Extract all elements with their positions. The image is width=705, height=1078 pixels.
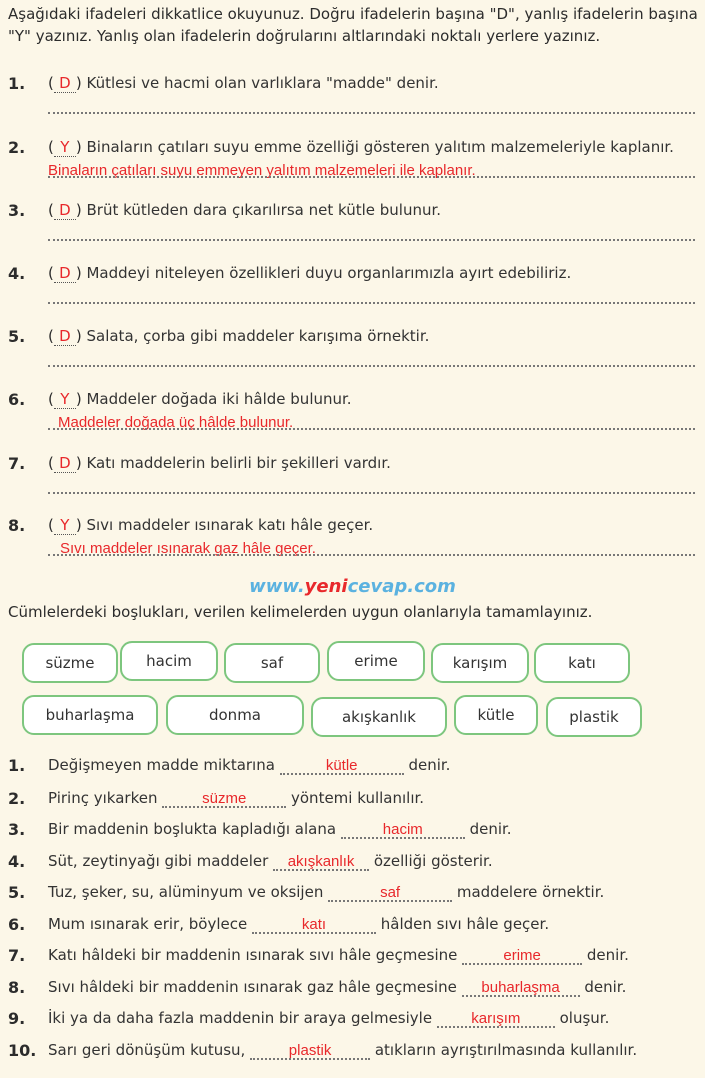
word-box: donma	[166, 695, 304, 735]
statement: Binaların çatıları suyu emme özelliği gösteren yalıtım malzemeleriyle kaplanır.	[86, 138, 674, 156]
question-number: 8.	[8, 978, 26, 997]
correction-text: Sıvı maddeler ısınarak gaz hâle geçer.	[60, 540, 316, 557]
statement: Kütlesi ve hacmi olan varlıklara "madde" denir.	[86, 74, 439, 92]
question-line: ( D ) Katı maddelerin belirli bir şekilleri vardır.	[48, 454, 391, 472]
dotted-line[interactable]	[48, 302, 695, 304]
statement: Katı maddelerin belirli bir şekilleri vardır.	[86, 454, 391, 472]
statement: Maddeler doğada iki hâlde bulunur.	[86, 390, 352, 408]
fill-question	[0, 785, 705, 815]
fill-question	[0, 911, 705, 941]
word-box: katı	[534, 643, 630, 683]
question-number: 4.	[8, 852, 26, 871]
sentence: İki ya da daha fazla maddenin bir araya gelmesiyle karışım oluşur.	[48, 1009, 610, 1027]
question-number: 2.	[8, 138, 26, 157]
dotted-line[interactable]	[48, 428, 695, 430]
question-number: 7.	[8, 454, 26, 473]
question-line: ( D ) Brüt kütleden dara çıkarılırsa net kütle bulunur.	[48, 201, 442, 219]
question-number: 6.	[8, 390, 26, 409]
fill-question	[0, 816, 705, 846]
tf-question	[0, 323, 705, 387]
blank-answer[interactable]: buharlaşma	[462, 981, 580, 997]
fill-question	[0, 752, 705, 782]
tf-question	[0, 70, 705, 134]
word-box: erime	[327, 641, 425, 681]
blank-answer[interactable]: plastik	[250, 1044, 370, 1060]
tf-question	[0, 450, 705, 514]
answer-mark[interactable]: D	[54, 454, 76, 473]
fill-question	[0, 848, 705, 878]
statement: Brüt kütleden dara çıkarılırsa net kütle bulunur.	[86, 201, 442, 219]
sentence: Tuz, şeker, su, alüminyum ve oksijen saf maddelere örnektir.	[48, 883, 605, 901]
question-number: 6.	[8, 915, 26, 934]
sentence: Sıvı hâldeki bir maddenin ısınarak gaz hâle geçmesine buharlaşma denir.	[48, 978, 627, 996]
watermark: www.yenicevap.com	[249, 576, 456, 597]
sentence: Değişmeyen madde miktarına kütle denir.	[48, 756, 451, 774]
blank-answer[interactable]: süzme	[162, 792, 286, 808]
blank-answer[interactable]: kütle	[280, 759, 404, 775]
question-number: 7.	[8, 946, 26, 965]
answer-mark[interactable]: D	[54, 201, 76, 220]
word-box: kütle	[454, 695, 538, 735]
fill-question	[0, 942, 705, 972]
fill-question	[0, 879, 705, 909]
blank-answer[interactable]: katı	[252, 918, 376, 934]
word-box: hacim	[120, 641, 218, 681]
word-box: plastik	[546, 697, 642, 737]
instruction-fill-blanks: Cümlelerdeki boşlukları, verilen kelimelerden uygun olanlarıyla tamamlayınız.	[8, 603, 593, 621]
word-box: akışkanlık	[311, 697, 447, 737]
word-box: süzme	[22, 643, 118, 683]
dotted-line[interactable]	[48, 554, 695, 556]
question-number: 1.	[8, 756, 26, 775]
word-box: karışım	[431, 643, 529, 683]
fill-question	[0, 1005, 705, 1035]
question-line: ( D ) Maddeyi niteleyen özellikleri duyu organlarımızla ayırt edebiliriz.	[48, 264, 572, 282]
tf-question	[0, 386, 705, 450]
question-number: 8.	[8, 516, 26, 535]
tf-question	[0, 512, 705, 576]
question-number: 5.	[8, 327, 26, 346]
tf-question	[0, 260, 705, 324]
blank-answer[interactable]: karışım	[437, 1012, 555, 1028]
statement: Maddeyi niteleyen özellikleri duyu organlarımızla ayırt edebiliriz.	[86, 264, 572, 282]
dotted-line[interactable]	[48, 365, 695, 367]
correction-text: Maddeler doğada üç hâlde bulunur.	[58, 414, 294, 431]
question-number: 4.	[8, 264, 26, 283]
question-number: 9.	[8, 1009, 26, 1028]
blank-answer[interactable]: saf	[328, 886, 452, 902]
sentence: Katı hâldeki bir maddenin ısınarak sıvı hâle geçmesine erime denir.	[48, 946, 629, 964]
sentence: Süt, zeytinyağı gibi maddeler akışkanlık özelliği gösterir.	[48, 852, 493, 870]
blank-answer[interactable]: hacim	[341, 823, 465, 839]
statement: Salata, çorba gibi maddeler karışıma örnektir.	[86, 327, 430, 345]
answer-mark[interactable]: D	[54, 74, 76, 93]
blank-answer[interactable]: erime	[462, 949, 582, 965]
sentence: Mum ısınarak erir, böylece katı hâlden sıvı hâle geçer.	[48, 915, 550, 933]
sentence: Sarı geri dönüşüm kutusu, plastik atıkların ayrıştırılmasında kullanılır.	[48, 1041, 638, 1059]
answer-mark[interactable]: Y	[54, 138, 76, 157]
word-box: saf	[224, 643, 320, 683]
dotted-line[interactable]	[48, 492, 695, 494]
fill-question	[0, 974, 705, 1004]
fill-question	[0, 1037, 705, 1067]
question-number: 3.	[8, 820, 26, 839]
word-box: buharlaşma	[22, 695, 158, 735]
tf-question	[0, 134, 705, 198]
question-line: ( Y ) Maddeler doğada iki hâlde bulunur.	[48, 390, 352, 408]
question-line: ( D ) Salata, çorba gibi maddeler karışıma örnektir.	[48, 327, 430, 345]
answer-mark[interactable]: D	[54, 327, 76, 346]
sentence: Bir maddenin boşlukta kapladığı alana hacim denir.	[48, 820, 512, 838]
statement: Sıvı maddeler ısınarak katı hâle geçer.	[86, 516, 374, 534]
blank-answer[interactable]: akışkanlık	[273, 855, 369, 871]
dotted-line[interactable]	[48, 176, 695, 178]
question-number: 10.	[8, 1041, 37, 1060]
question-line: ( Y ) Sıvı maddeler ısınarak katı hâle geçer.	[48, 516, 374, 534]
question-number: 1.	[8, 74, 26, 93]
question-number: 3.	[8, 201, 26, 220]
tf-question	[0, 197, 705, 261]
answer-mark[interactable]: D	[54, 264, 76, 283]
question-line: ( D ) Kütlesi ve hacmi olan varlıklara "madde" denir.	[48, 74, 439, 92]
instruction-true-false: Aşağıdaki ifadeleri dikkatlice okuyunuz. Doğru ifadelerin başına "D", yanlış ifadelerin başına "Y" yazınız. Yanlış olan ifadelerin doğrularını altlarındaki noktalı yerlere yazınız.	[8, 5, 698, 45]
sentence: Pirinç yıkarken süzme yöntemi kullanılır.	[48, 789, 425, 807]
answer-mark[interactable]: Y	[54, 390, 76, 409]
dotted-line[interactable]	[48, 239, 695, 241]
correction-text: Binaların çatıları suyu emmeyen yalıtım malzemeleri ile kaplanır.	[48, 162, 476, 179]
question-number: 2.	[8, 789, 26, 808]
question-number: 5.	[8, 883, 26, 902]
question-line: ( Y ) Binaların çatıları suyu emme özelliği gösteren yalıtım malzemeleriyle kaplanır.	[48, 138, 674, 156]
answer-mark[interactable]: Y	[54, 516, 76, 535]
dotted-line[interactable]	[48, 112, 695, 114]
